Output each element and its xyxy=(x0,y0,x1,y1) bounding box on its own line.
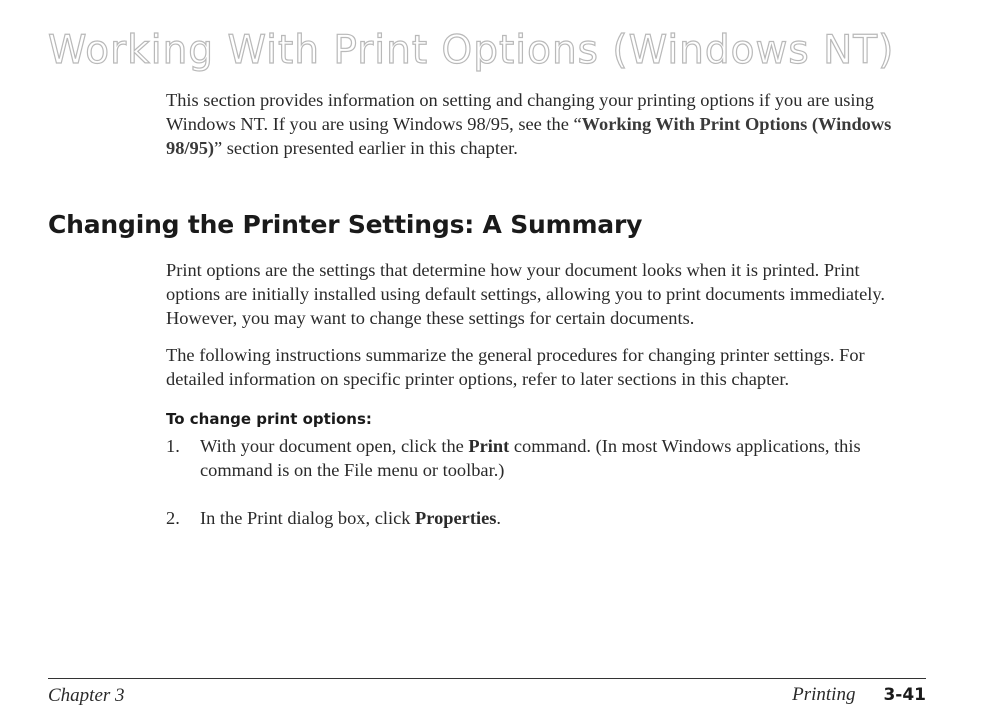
step-text xyxy=(200,434,908,482)
intro-text-post: ” section presented earlier in this chapter. xyxy=(214,138,518,158)
footer-divider xyxy=(48,678,926,679)
intro-text-pre: This section provides information on setting and changing your printing options if you are using Windows NT. If you are using Windows 98/95, see the “ xyxy=(166,90,874,134)
footer-chapter: Chapter 3 xyxy=(48,685,125,706)
step-command-name: Print xyxy=(468,436,510,456)
footer-section-name: Printing xyxy=(792,684,856,705)
summary-paragraph-1: Print options are the settings that determine how your document looks when it is printed. Print options are initially installed using default settings, allowing you to print documents immediately. However, you may want to change these settings for certain documents. xyxy=(166,260,885,328)
step-number: 2. xyxy=(166,508,180,528)
procedure-step-2 xyxy=(166,506,908,530)
section-heading: Changing the Printer Settings: A Summary xyxy=(48,210,643,239)
intro-paragraph xyxy=(166,88,908,160)
cross-reference-link: Working With Print Options (Windows 98/95) xyxy=(166,114,892,158)
page-number: 3-41 xyxy=(883,685,926,705)
summary-paragraph-2: The following instructions summarize the general procedures for changing printer settings. For detailed information on specific printer options, refer to later sections in this chapter. xyxy=(166,345,865,389)
step-command-name: Properties xyxy=(415,508,497,528)
procedure-heading: To change print options: xyxy=(166,410,372,428)
step-text-post: command. (In most Windows applications, this command is on the File menu or toolbar.) xyxy=(200,436,861,480)
step-text-post: . xyxy=(496,508,502,528)
chapter-banner-title: Working With Print Options (Windows NT) xyxy=(48,28,895,73)
step-text-pre: With your document open, click the xyxy=(200,436,469,456)
step-text xyxy=(200,506,908,530)
procedure-step-1 xyxy=(166,434,908,482)
footer-right-group xyxy=(792,684,926,706)
step-text-pre: In the Print dialog box, click xyxy=(200,508,416,528)
step-number: 1. xyxy=(166,436,180,456)
